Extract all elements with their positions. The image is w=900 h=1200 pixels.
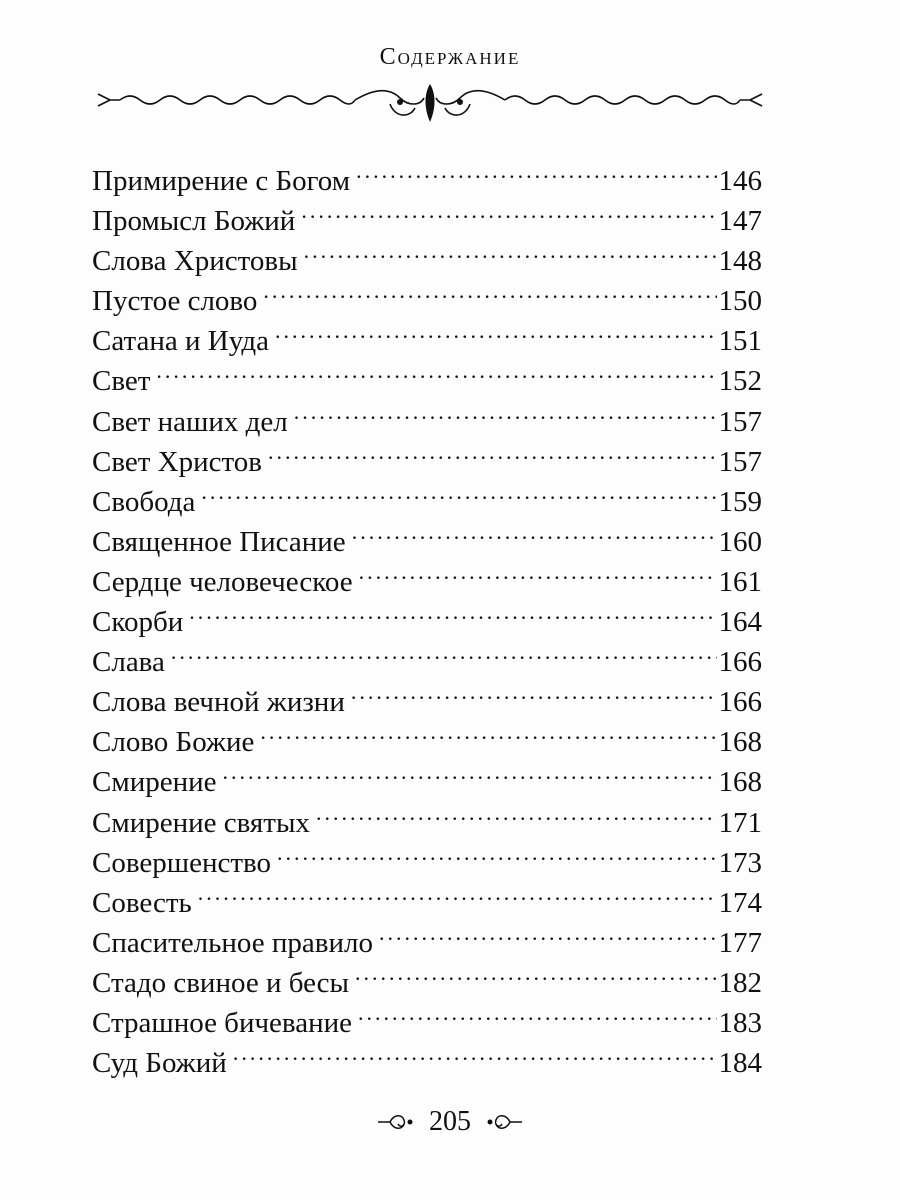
toc-entry-title: Страшное бичевание	[92, 1006, 353, 1039]
dot-leader	[201, 471, 716, 511]
toc-entry-title: Пустое слово	[92, 285, 258, 318]
dot-leader	[268, 431, 717, 471]
dot-leader	[352, 511, 717, 551]
toc-entry-title: Скорби	[92, 606, 184, 639]
toc-entry	[92, 350, 762, 398]
toc-entry-page: 171	[718, 806, 762, 839]
dot-leader	[355, 952, 716, 992]
toc-entry-title: Стадо свиное и бесы	[92, 966, 350, 999]
dot-leader	[189, 591, 716, 631]
page-number: 205	[429, 1105, 471, 1137]
table-of-contents	[92, 150, 762, 1080]
dot-leader	[233, 1032, 717, 1072]
toc-entry-page: 168	[718, 726, 762, 759]
toc-entry-title: Сердце человеческое	[92, 565, 353, 598]
dot-leader	[359, 551, 717, 591]
toc-entry-page: 147	[718, 205, 762, 238]
toc-entry-title: Промысл Божий	[92, 205, 296, 238]
dot-leader	[356, 150, 716, 190]
toc-entry-page: 177	[718, 926, 762, 959]
dot-leader	[358, 992, 716, 1032]
dot-leader	[294, 391, 717, 431]
dot-leader	[156, 350, 716, 390]
toc-entry-page: 157	[718, 405, 762, 438]
toc-entry-title: Совершенство	[92, 846, 271, 879]
dot-leader	[379, 912, 717, 952]
toc-entry-page: 166	[718, 686, 762, 719]
dot-leader	[171, 631, 717, 671]
toc-entry-page: 166	[718, 646, 762, 679]
toc-entry-page: 151	[718, 325, 762, 358]
toc-entry-title: Совесть	[92, 886, 192, 919]
toc-entry	[92, 671, 762, 719]
toc-entry-title: Слава	[92, 646, 165, 679]
scroll-flourish-icon	[90, 78, 770, 128]
dot-leader	[277, 832, 717, 872]
dot-leader	[275, 310, 716, 350]
toc-entry-title: Свет Христов	[92, 445, 262, 478]
toc-entry-title: Слова вечной жизни	[92, 686, 345, 719]
toc-entry-title: Сатана и Иуда	[92, 325, 270, 358]
toc-entry-title: Свет	[92, 365, 151, 398]
toc-entry	[92, 591, 762, 639]
toc-entry-page: 150	[718, 285, 762, 318]
toc-entry-title: Спасительное правило	[92, 926, 373, 959]
toc-entry-page: 152	[718, 365, 762, 398]
toc-entry	[92, 150, 762, 197]
toc-entry-page: 183	[718, 1006, 762, 1039]
toc-entry-page: 160	[718, 525, 762, 558]
toc-entry-page: 174	[718, 886, 762, 919]
toc-entry-page: 161	[718, 565, 762, 598]
dot-leader	[301, 190, 716, 230]
toc-entry	[92, 391, 762, 438]
toc-entry	[92, 631, 762, 679]
toc-entry-page: 164	[718, 606, 762, 639]
dot-leader	[351, 671, 717, 711]
toc-entry-page: 157	[718, 445, 762, 478]
fleuron-icon	[484, 1112, 524, 1132]
toc-entry-title: Слово Божие	[92, 726, 255, 759]
dot-leader	[304, 230, 717, 270]
toc-entry-title: Слова Христовы	[92, 245, 298, 278]
dot-leader	[263, 270, 716, 310]
toc-entry-page: 184	[718, 1047, 762, 1080]
toc-entry-title: Смирение	[92, 766, 217, 799]
toc-entry-page: 182	[718, 966, 762, 999]
dot-leader	[316, 792, 717, 832]
toc-entry-title: Примирение с Богом	[92, 165, 351, 197]
toc-entry-title: Свобода	[92, 485, 196, 518]
toc-entry-page: 168	[718, 766, 762, 799]
dot-leader	[198, 872, 717, 912]
dot-leader	[223, 751, 717, 791]
dot-leader	[260, 711, 716, 751]
page-footer	[0, 1104, 900, 1138]
toc-entry-title: Смирение святых	[92, 806, 310, 839]
toc-entry-page: 173	[718, 846, 762, 879]
fleuron-icon	[376, 1112, 416, 1132]
toc-entry-page: 159	[718, 485, 762, 518]
toc-entry-title: Суд Божий	[92, 1047, 227, 1080]
toc-entry-title: Священное Писание	[92, 525, 346, 558]
running-title: Содержание	[379, 44, 521, 70]
toc-entry-page: 146	[718, 165, 762, 197]
toc-entry-title: Свет наших дел	[92, 405, 288, 438]
toc-entry-page: 148	[718, 245, 762, 278]
